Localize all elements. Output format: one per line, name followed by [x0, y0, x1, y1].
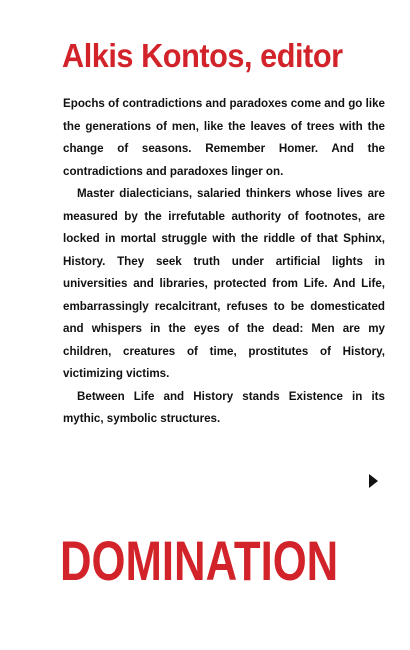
triangle-right-icon [369, 474, 378, 488]
blurb-paragraph-3: Between Life and History stands Existence in its mythic, symbolic structures. [63, 389, 385, 425]
book-title: DOMINATION [60, 529, 339, 592]
blurb-paragraph-1: Epochs of contradictions and paradoxes come and go like the generations of men, like the leaves of trees with the change of seasons. Remember Homer. And the contradictions and paradoxes linger on. [63, 97, 385, 178]
editor-credit: Alkis Kontos, editor [62, 37, 343, 74]
blurb-paragraph-2: Master dialecticians, salaried thinkers whose lives are measured by the irrefutable authority of footnotes, are locked in mortal struggle with the riddle of that Sphinx, History. They seek truth under artificial lights in universities and libraries, protected from Life. And Life, embarrassingly recalcitrant, refuses to be domesticated and whispers in the eyes of the dead: Men are my children, creatures of time, prostitutes of History, victimizing victims. [63, 187, 385, 380]
blurb-text [63, 93, 385, 431]
